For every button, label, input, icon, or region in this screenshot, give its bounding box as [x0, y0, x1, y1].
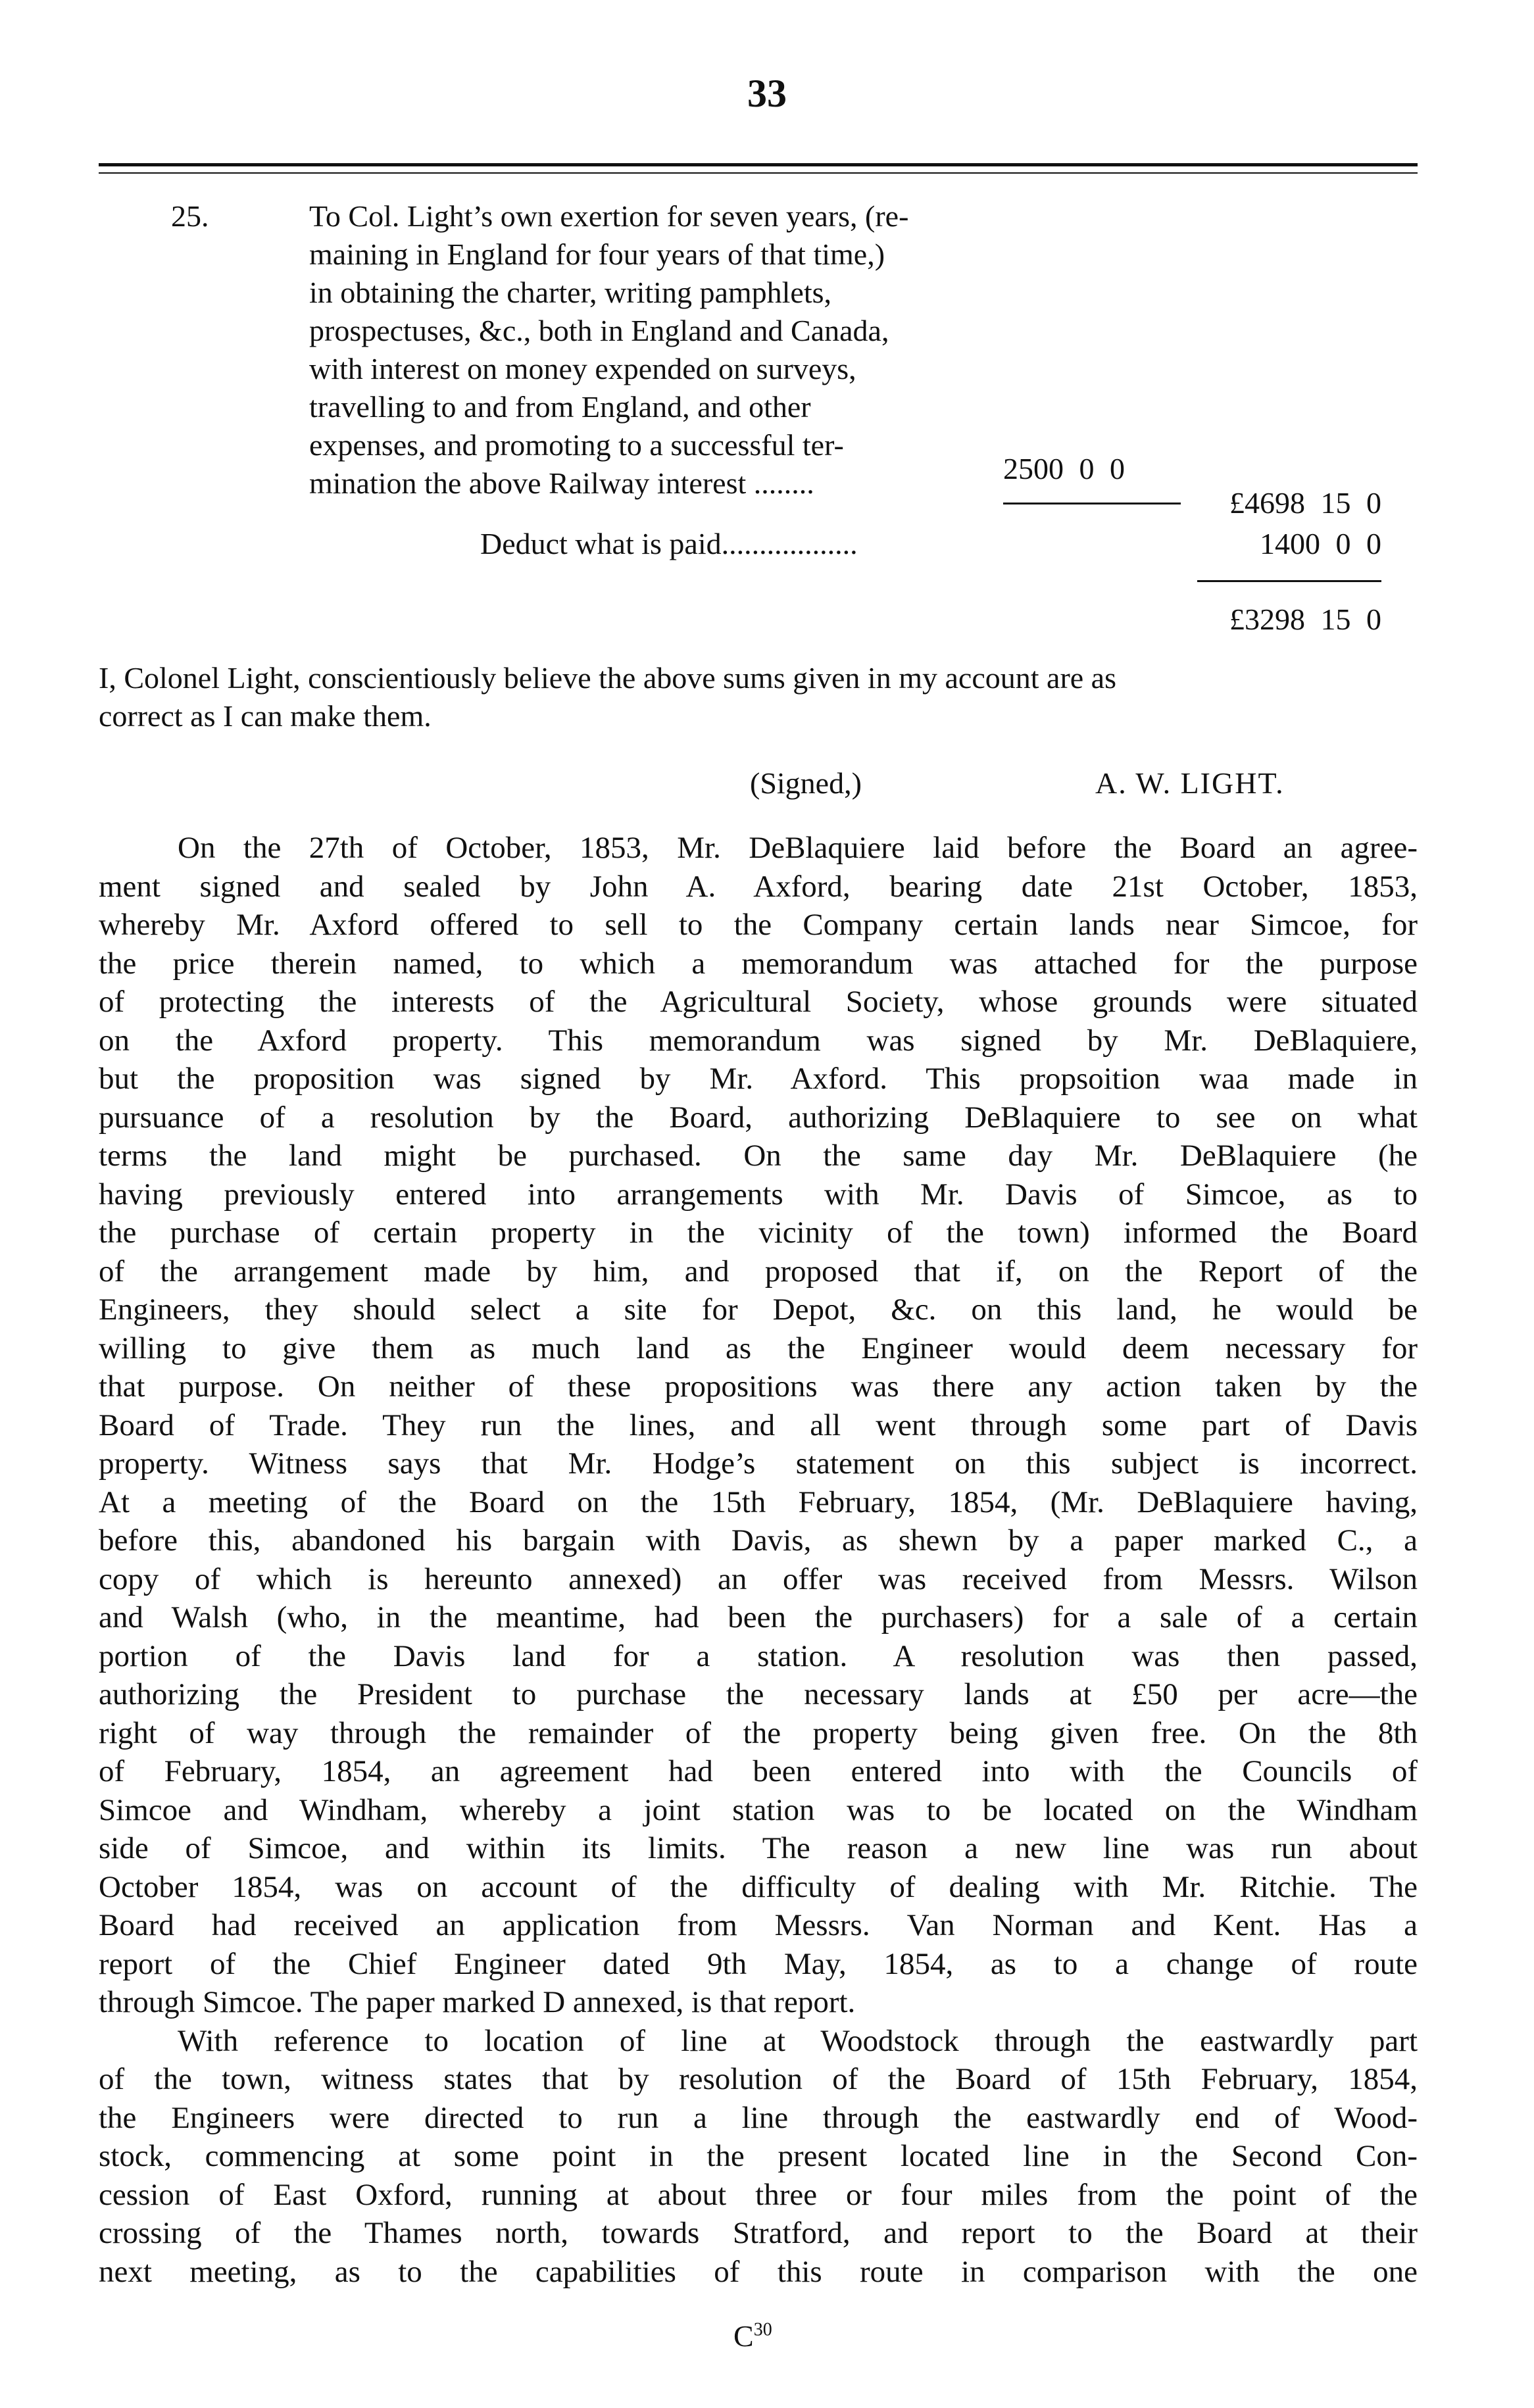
text-line: next meeting, as to the capabilities of this route in comparison with the one [99, 2254, 1418, 2289]
text-line: Board had received an application from Messrs. Van Norman and Kent. Has a [99, 1908, 1418, 1942]
header-rule-thin [99, 172, 1418, 174]
signature: A. W. LIGHT. [1095, 766, 1285, 800]
declaration [99, 659, 1418, 735]
text-line: of the town, witness states that by resolution of the Board of 15th February, 1854, [99, 2062, 1418, 2096]
deduct-label: Deduct what is paid.................. [480, 527, 858, 560]
text-line: stock, commencing at some point in the present located line in the Second Con- [99, 2139, 1418, 2173]
header-rule-thick [99, 163, 1418, 166]
text-line: through Simcoe. The paper marked D annexed, is that report. [99, 1985, 856, 2019]
text-line: the price therein named, to which a memorandum was attached for the purpose [99, 946, 1418, 981]
text-line: With reference to location of line at Woodstock through the eastwardly part [178, 2023, 1418, 2058]
declaration-line: correct as I can make them. [99, 699, 432, 733]
text-line: On the 27th of October, 1853, Mr. DeBlaquiere laid before the Board an agree- [178, 831, 1418, 865]
text-line: authorizing the President to purchase the necessary lands at £50 per acre—the [99, 1677, 1418, 1711]
text-line: that purpose. On neither of these propositions was there any action taken by the [99, 1369, 1418, 1404]
text-line: side of Simcoe, and within its limits. The reason a new line was run about [99, 1831, 1418, 1865]
text-line: terms the land might be purchased. On the same day Mr. DeBlaquiere (he [99, 1139, 1418, 1173]
text-line: portion of the Davis land for a station. A resolution was then passed, [99, 1638, 1418, 1673]
text-line: the purchase of certain property in the vicinity of the town) informed the Board [99, 1216, 1418, 1250]
item-line: with interest on money expended on surveys, [309, 352, 856, 385]
text-line: whereby Mr. Axford offered to sell to the Company certain lands near Simcoe, for [99, 908, 1418, 942]
text-line: ment signed and sealed by John A. Axford, bearing date 21st October, 1853, [99, 869, 1418, 904]
text-line: Board of Trade. They run the lines, and all went through some part of Davis [99, 1408, 1418, 1442]
text-line: Simcoe and Windham, whereby a joint station was to be located on the Windham [99, 1792, 1418, 1827]
text-line: property. Witness says that Mr. Hodge’s statement on this subject is incorrect. [99, 1446, 1418, 1481]
text-line: Engineers, they should select a site for Depot, &c. on this land, he would be [99, 1292, 1418, 1327]
signature-mark-number: 30 [753, 2319, 772, 2340]
item-line: prospectuses, &c., both in England and Canada, [309, 314, 889, 347]
item-amount: 2500 0 0 [1003, 452, 1125, 485]
item-line: in obtaining the charter, writing pamphlets, [309, 276, 832, 309]
body-text [99, 829, 1418, 2291]
item-number: 25. [171, 199, 209, 233]
item-line: mination the above Railway interest ........ [309, 466, 814, 500]
page-number: 33 [747, 72, 787, 115]
text-line: October 1854, was on account of the difficulty of dealing with Mr. Ritchie. The [99, 1869, 1418, 1904]
column-rule [1003, 503, 1181, 504]
item-line: expenses, and promoting to a successful ter- [309, 428, 844, 462]
signed-label: (Signed,) [750, 766, 862, 800]
text-line: At a meeting of the Board on the 15th February, 1854, (Mr. DeBlaquiere having, [99, 1485, 1418, 1519]
item-line: maining in England for four years of that time,) [309, 237, 885, 271]
text-line: on the Axford property. This memorandum was signed by Mr. DeBlaquiere, [99, 1023, 1418, 1058]
text-line: having previously entered into arrangements with Mr. Davis of Simcoe, as to [99, 1177, 1418, 1212]
item-line: travelling to and from England, and other [309, 390, 811, 424]
text-line: but the proposition was signed by Mr. Axford. This propsoition waa made in [99, 1062, 1418, 1096]
text-line: and Walsh (who, in the meantime, had been the purchasers) for a sale of a certain [99, 1600, 1418, 1634]
text-line: of the arrangement made by him, and proposed that if, on the Report of the [99, 1254, 1418, 1289]
item-line: To Col. Light’s own exertion for seven years, (re- [309, 199, 909, 233]
declaration-line: I, Colonel Light, conscientiously believe the above sums given in my account are as [99, 661, 1116, 695]
text-line: willing to give them as much land as the Engineer would deem necessary for [99, 1331, 1418, 1365]
text-line: the Engineers were directed to run a line through the eastwardly end of Wood- [99, 2100, 1418, 2135]
text-line: of February, 1854, an agreement had been entered into with the Councils of [99, 1754, 1418, 1788]
ledger-total: £3298 15 0 [1229, 602, 1381, 636]
signature-mark [733, 2319, 772, 2353]
ledger-subtotal: £4698 15 0 [1229, 486, 1381, 520]
text-line: crossing of the Thames north, towards Stratford, and report to the Board at their [99, 2216, 1418, 2250]
deduct-amount: 1400 0 0 [1260, 527, 1381, 560]
text-line: right of way through the remainder of the property being given free. On the 8th [99, 1715, 1418, 1750]
total-rule [1197, 580, 1381, 582]
text-line: copy of which is hereunto annexed) an offer was received from Messrs. Wilson [99, 1561, 1418, 1596]
text-line: cession of East Oxford, running at about three or four miles from the point of the [99, 2177, 1418, 2212]
text-line: pursuance of a resolution by the Board, authorizing DeBlaquiere to see on what [99, 1100, 1418, 1135]
text-line: before this, abandoned his bargain with Davis, as shewn by a paper marked C., a [99, 1523, 1418, 1558]
text-line: report of the Chief Engineer dated 9th May, 1854, as to a change of route [99, 1946, 1418, 1981]
text-line: of protecting the interests of the Agricultural Society, whose grounds were situated [99, 985, 1418, 1019]
signature-mark-letter: C [733, 2319, 754, 2353]
